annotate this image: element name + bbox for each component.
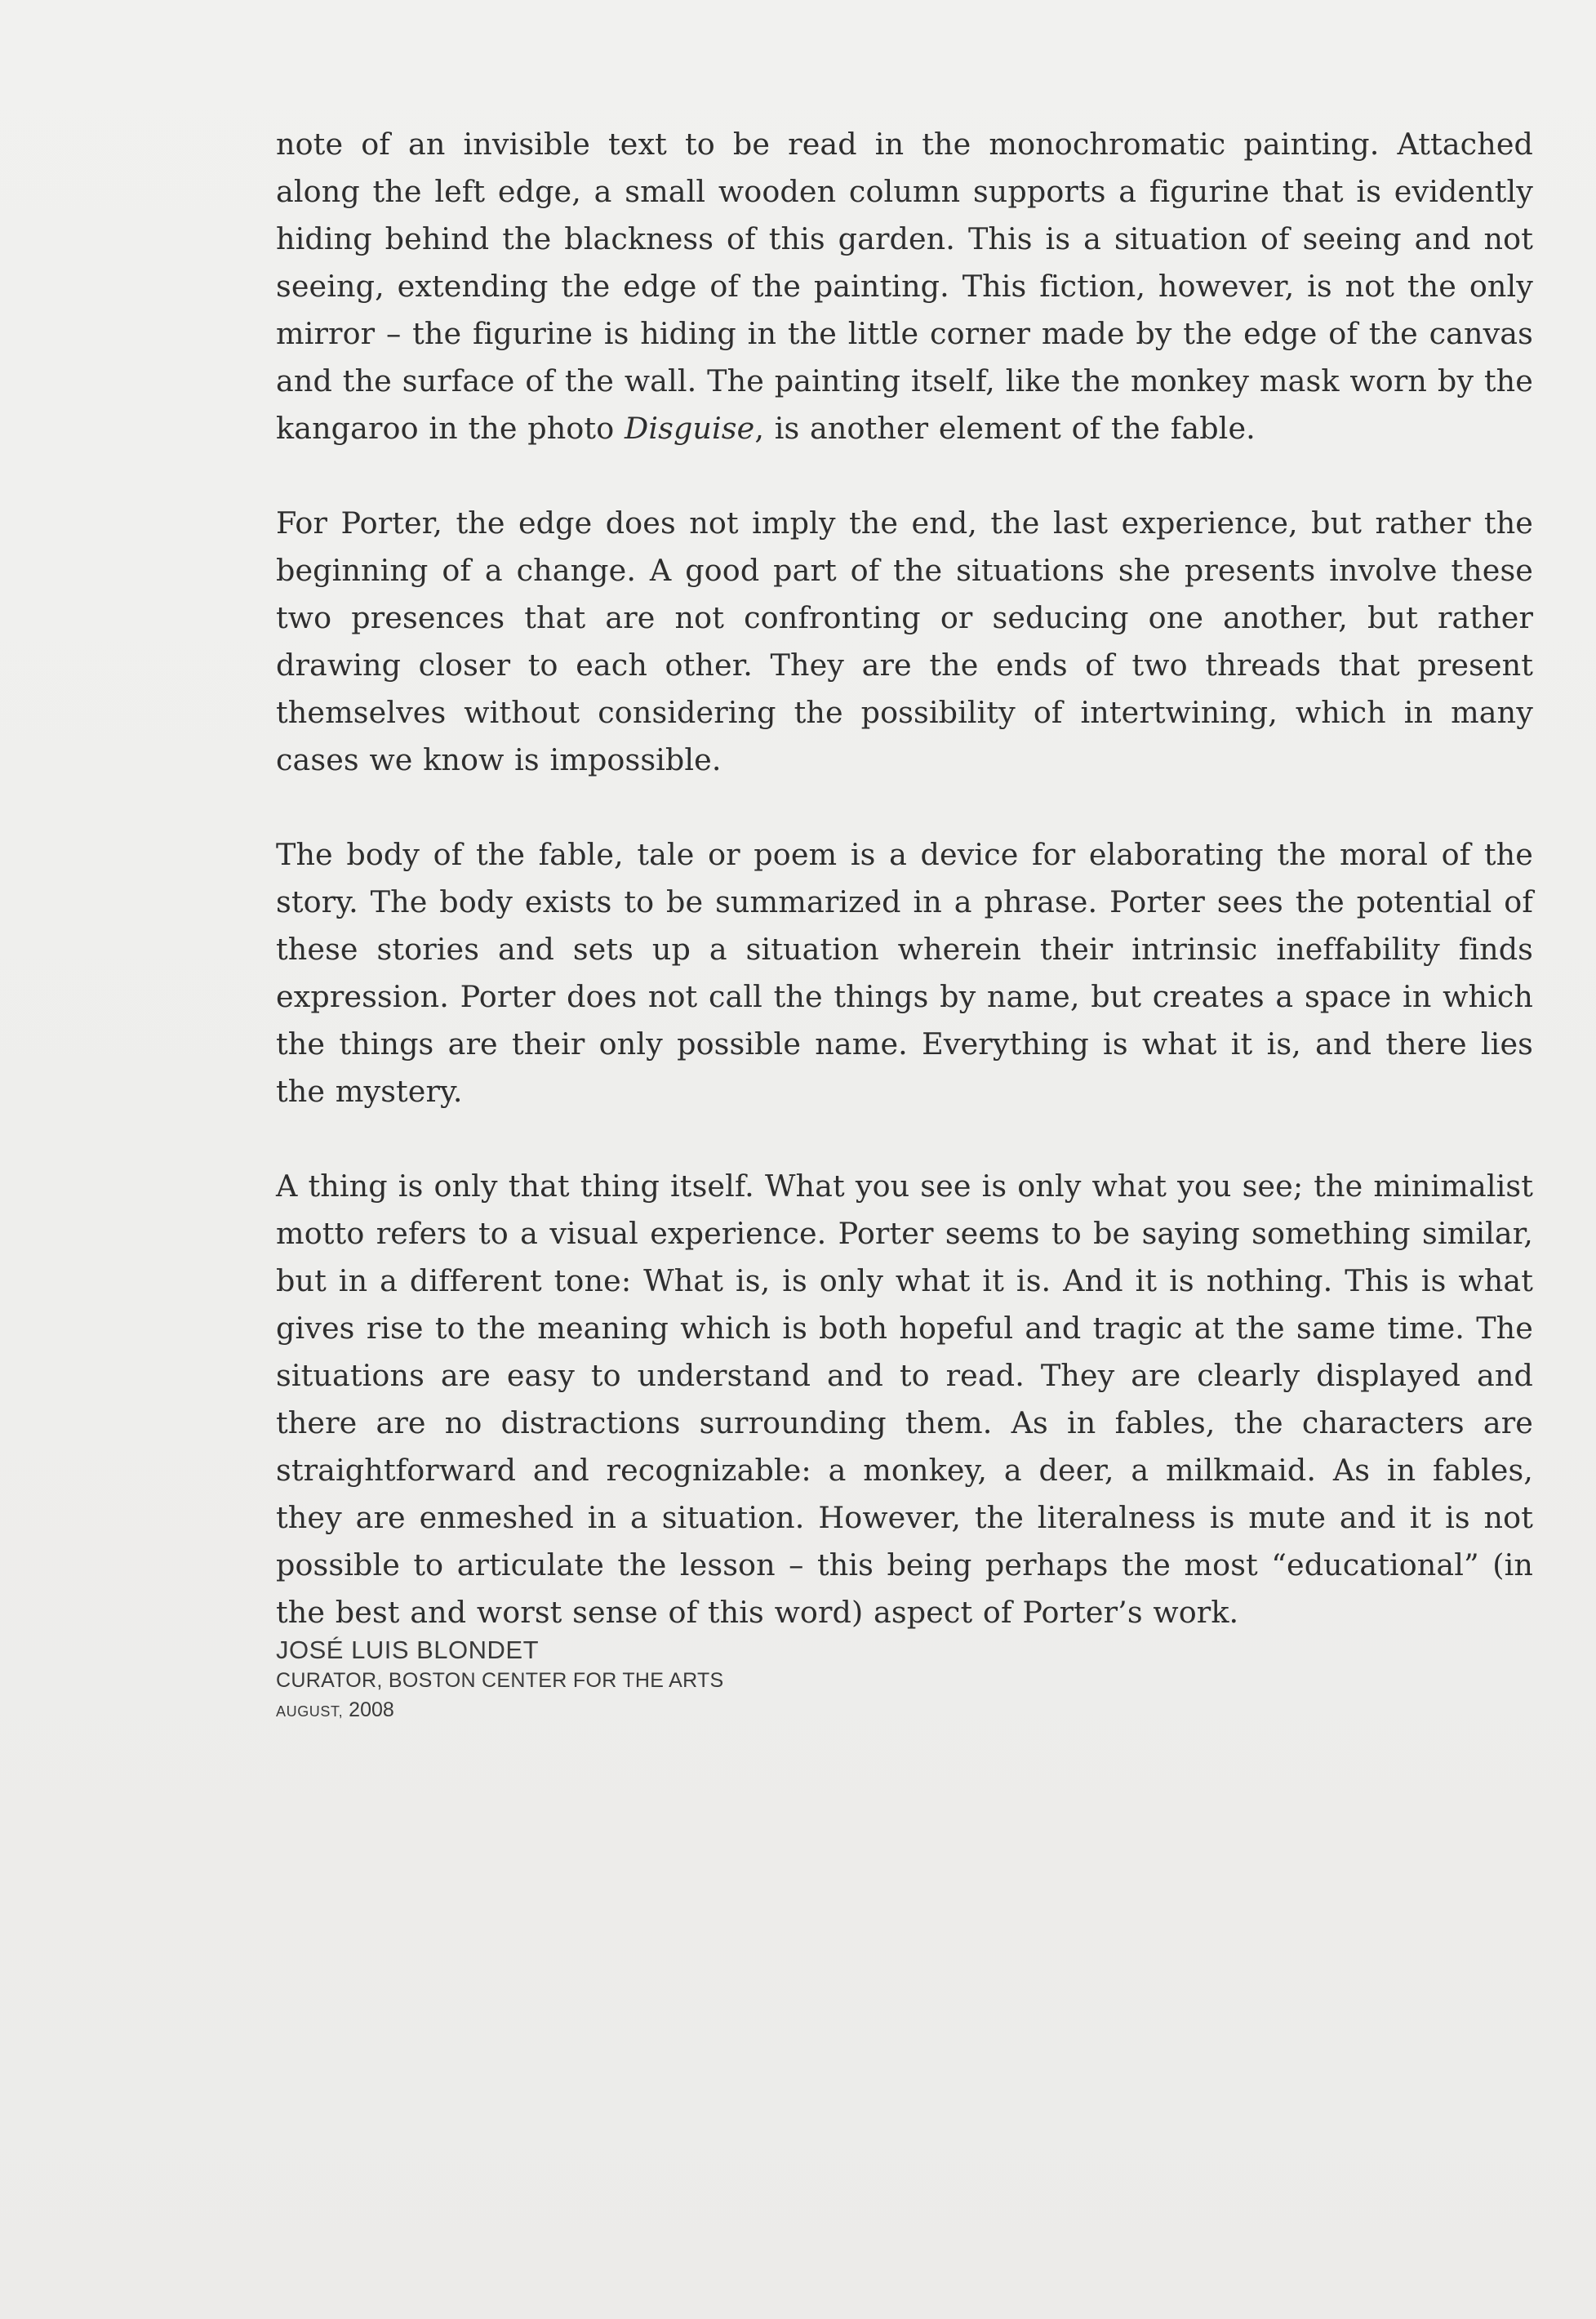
paragraph-2: For Porter, the edge does not imply the end, the last experience, but rather the beginning of a change. A good part of the situations she presents involve these two presences that are not confronting or seducing one another, but rather drawing closer to each other. They are the ends of two threads that present themselves without considering the possibility of intertwining, which in many cases we know is impossible. bbox=[276, 505, 1533, 777]
signature-date bbox=[276, 1695, 724, 1726]
author-name: JOSÉ LUIS BLONDET bbox=[276, 1636, 540, 1664]
author-signature bbox=[276, 1635, 724, 1726]
paragraph-1 bbox=[276, 121, 1533, 452]
signature-year: 2008 bbox=[343, 1698, 394, 1721]
paragraph-3: The body of the fable, tale or poem is a device for elaborating the moral of the story. The body exists to be summarized in a phrase. Porter sees the potential of these stories and sets up a situation wherein their intrinsic ineffability finds expression. Porter does not call the things by name, but creates a space in which the things are their only possible name. Everything is what it is, and there lies the mystery. bbox=[276, 837, 1533, 1109]
signature-month: AUGUST, bbox=[276, 1703, 344, 1720]
artwork-title-disguise: Disguise bbox=[624, 411, 755, 446]
author-title: CURATOR, BOSTON CENTER FOR THE ARTS bbox=[276, 1669, 724, 1692]
paragraph-4: A thing is only that thing itself. What you see is only what you see; the minimalist motto refers to a visual experience. Porter seems to be saying something similar, but in a different tone: What is, is only what it is. And it is nothing. This is what gives rise to the meaning which is both hopeful and tragic at the same time. The situations are easy to understand and to read. They are clearly displayed and there are no distractions surrounding them. As in fables, the characters are straightforward and recognizable: a monkey, a deer, a milkmaid. As in fables, they are enmeshed in a situation. However, the literalness is mute and it is not possible to articulate the lesson – this being perhaps the most “educational” (in the best and worst sense of this word) aspect of Porter’s work. bbox=[276, 1168, 1533, 1630]
paragraph-1-text-b: , is another element of the fable. bbox=[754, 411, 1256, 446]
essay-body bbox=[276, 121, 1533, 1684]
paragraph-1-text-a: note of an invisible text to be read in the monochromatic painting. Attached along the left edge, a small wooden column supports a figurine that is evidently hiding behind the blackness of this garden. This is a situation of seeing and not seeing, extending the edge of the painting. This fiction, however, is not the only mirror – the figurine is hiding in the little corner made by the edge of the canvas and the surface of the wall. The painting itself, like the monkey mask worn by the kangaroo in the photo bbox=[276, 127, 1533, 446]
